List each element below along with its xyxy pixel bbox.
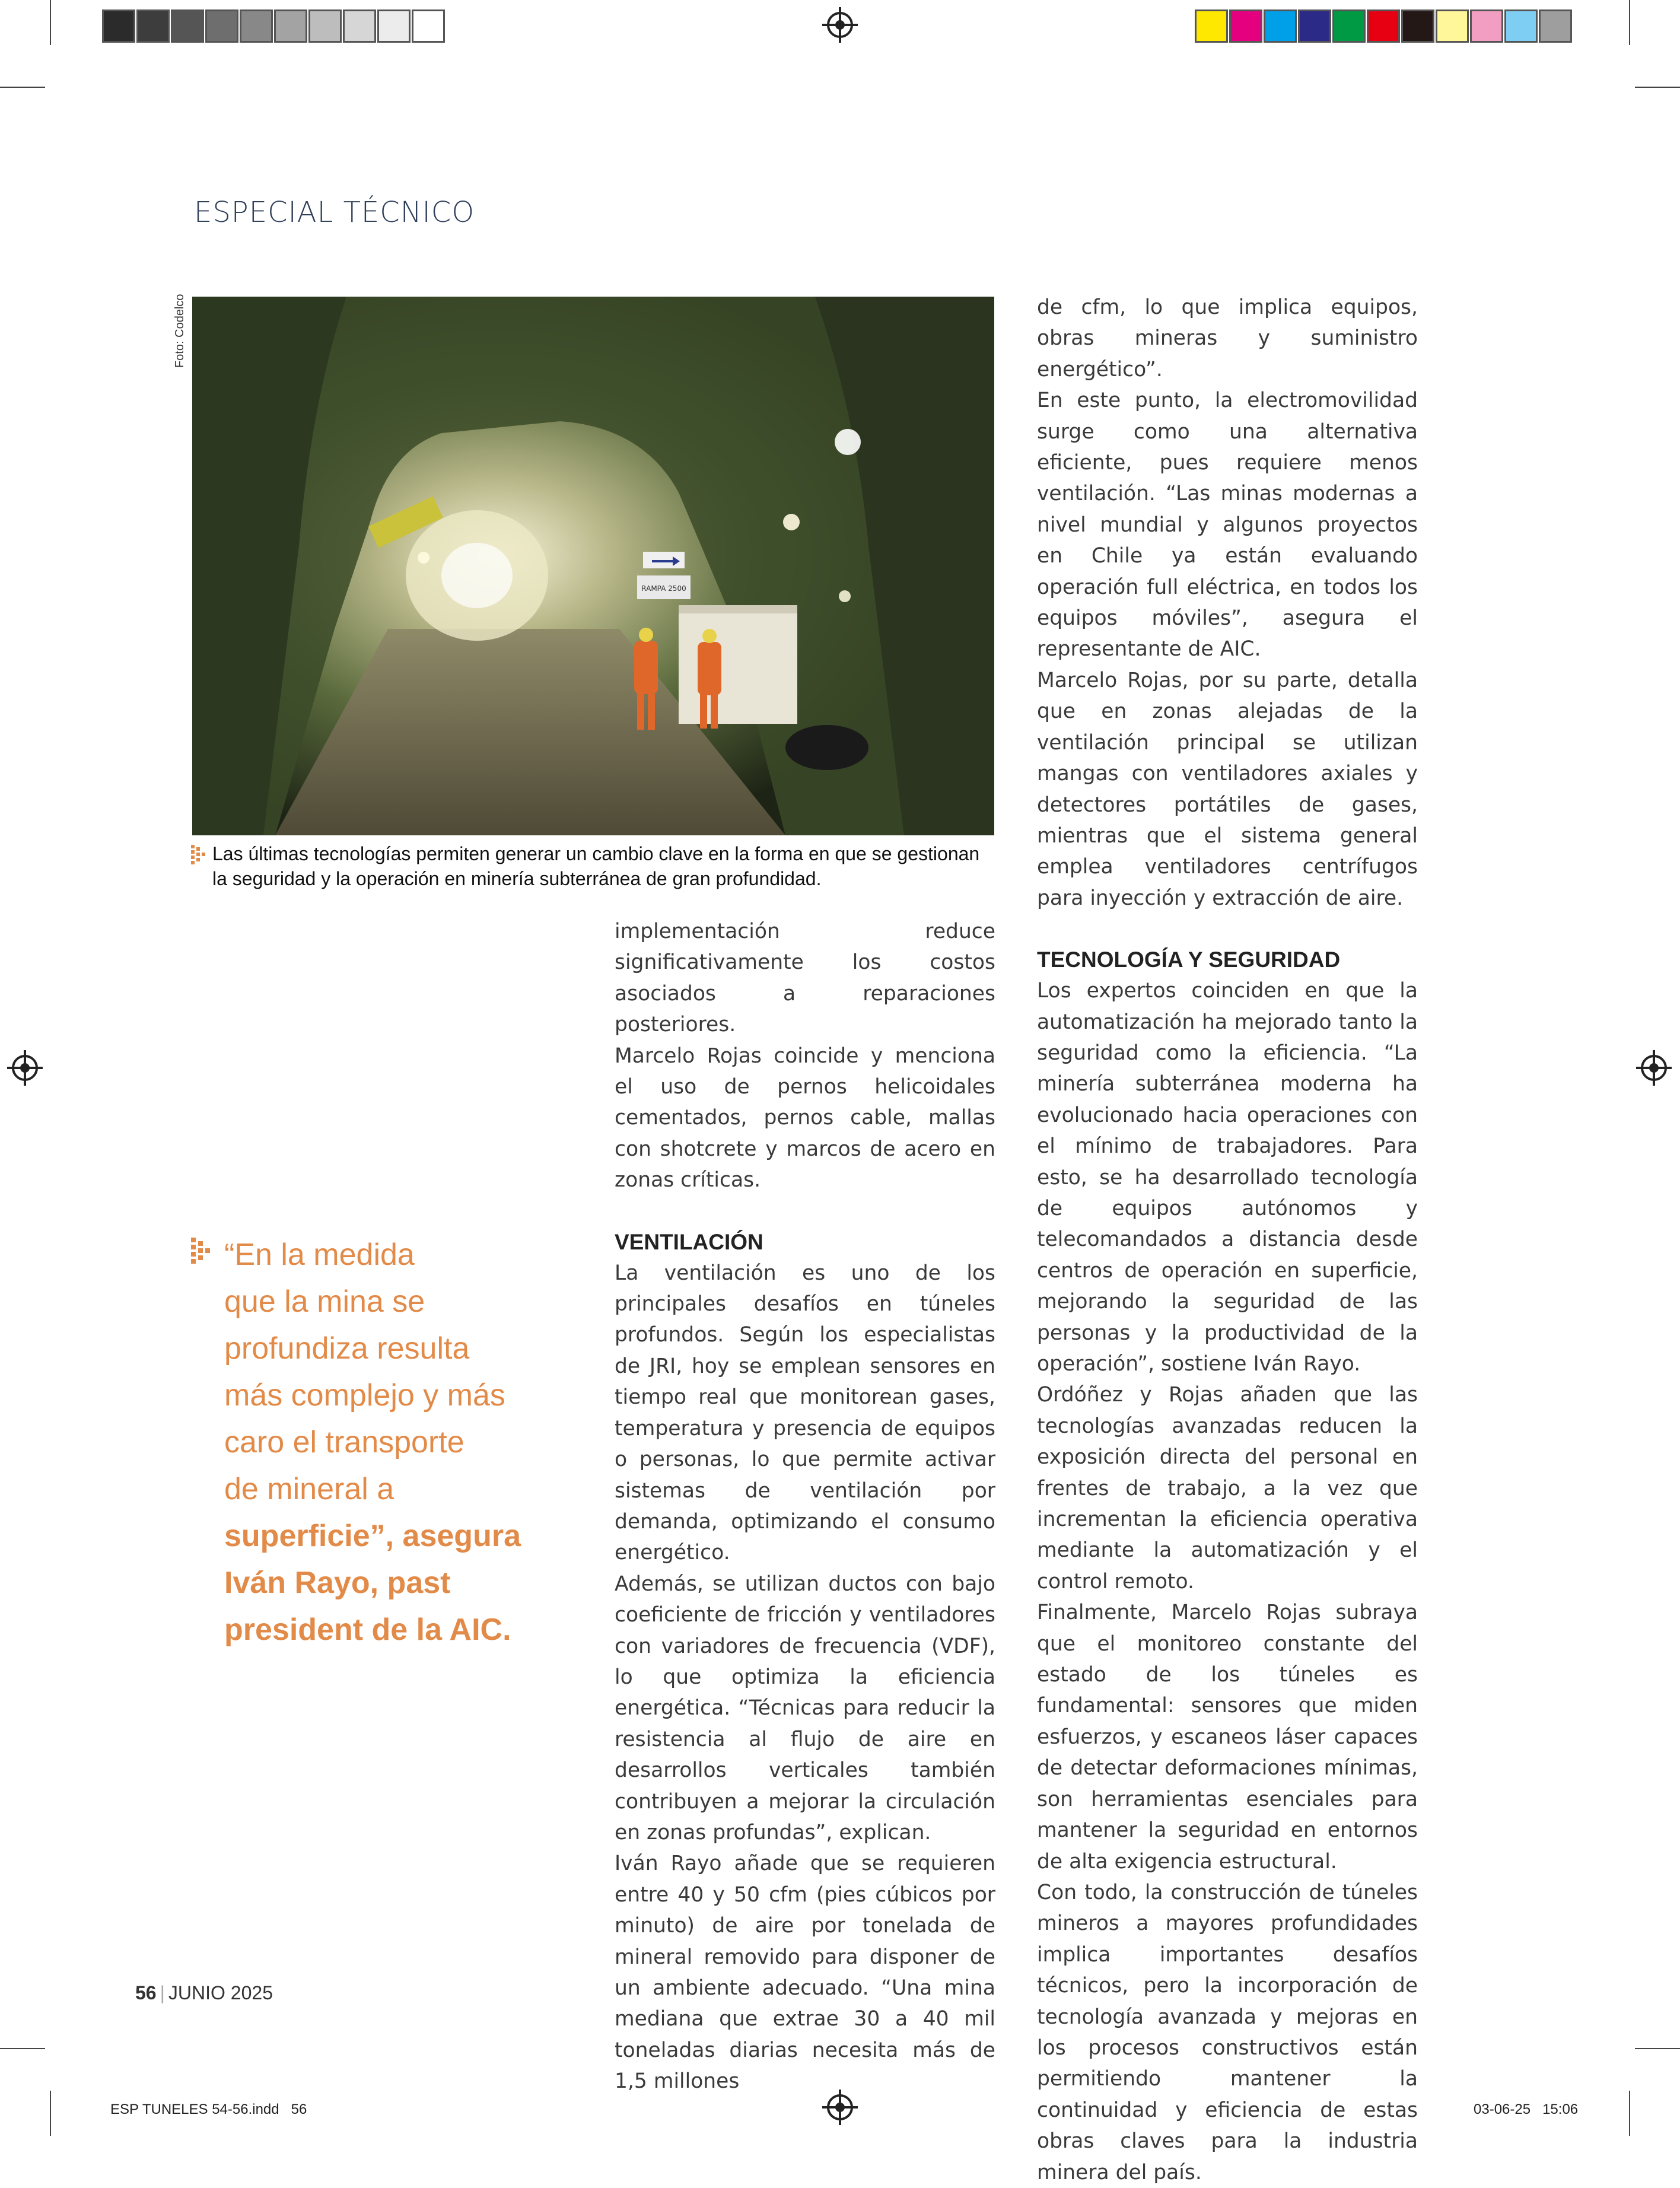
gray-swatch — [412, 9, 445, 43]
gray-swatch — [377, 9, 411, 43]
pull-quote-attribution-line: president de la AIC. — [224, 1613, 511, 1647]
subheading-ventilacion: VENTILACIÓN — [615, 1229, 763, 1254]
gray-swatch — [136, 9, 170, 43]
pull-quote-line: profundiza resulta — [224, 1331, 470, 1366]
article-column-1 — [615, 916, 995, 2097]
print-slug-date: 03-06-25 15:06 — [1474, 2101, 1579, 2117]
footer-separator: | — [160, 1982, 165, 2003]
color-swatch — [1367, 9, 1400, 43]
mine-tunnel-photo — [192, 297, 994, 835]
crop-mark — [1635, 2048, 1680, 2049]
subheading-tecnologia-seguridad: TECNOLOGÍA Y SEGURIDAD — [1037, 947, 1341, 972]
color-swatch — [1195, 9, 1228, 43]
pull-quote — [224, 1232, 556, 1653]
section-title: ESPECIAL TÉCNICO — [194, 196, 475, 229]
mine-tunnel-illustration — [192, 297, 994, 835]
registration-mark-right — [1641, 1055, 1667, 1081]
page-footer — [135, 1982, 273, 2004]
paragraph: Además, se utilizan ductos con bajo coeficiente de fricción y ventiladores con variadores de frecuencia (VDF), lo que optimiza la eficiencia energética. “Técnicas para reducir la resistencia al flujo de aire en desarrollos verticales también contribuyen a mejorar la circulación en zonas profundas”, explican. — [615, 1572, 995, 1844]
color-swatch — [1401, 9, 1434, 43]
gray-swatch — [308, 9, 342, 43]
article-column-2 — [1037, 292, 1418, 2188]
crop-mark — [0, 87, 45, 88]
pull-quote-line: “En la medida — [224, 1238, 415, 1272]
pull-quote-attribution-line: Iván Rayo, past — [224, 1566, 451, 1600]
grayscale-color-bar — [102, 9, 446, 43]
paragraph: Con todo, la construcción de túneles mineros a mayores profundidades implica importantes desafíos técnicos, pero la incorporación de tecnología avanzada y mejoras en los procesos constructivos están permitiendo mantener la continuidad y eficiencia de estas obras claves para la industria minera del país. — [1037, 1880, 1418, 2184]
pull-quote-bullet-icon — [191, 1238, 214, 1265]
paragraph: implementación reduce significativamente los costos asociados a reparaciones posteriores. — [615, 920, 995, 1037]
paragraph: Iván Rayo añade que se requieren entre 40 y 50 cfm (pies cúbicos por minuto) de aire por tonelada de mineral removido para disponer de un ambiente adecuado. “Una mina mediana que extrae 30 a 40 mil toneladas diarias necesita más de 1,5 millones — [615, 1852, 995, 2094]
tunnel-sign-text: RAMPA 2500 — [641, 584, 686, 593]
color-swatch — [1436, 9, 1469, 43]
crop-mark — [1635, 87, 1680, 88]
crop-mark — [50, 2091, 51, 2136]
paragraph: La ventilación es uno de los principales desafíos en túneles profundos. Según los especialistas de JRI, hoy se emplean sensores en tiempo real que monitorean gases, temperatura y presencia de equipos o personas, lo que permite activar sistemas de ventilación por demanda, optimizando el consumo energético. — [615, 1261, 995, 1565]
paragraph: En este punto, la electromovilidad surge como una alternativa eficiente, pues requiere menos ventilación. “Las minas modernas a nivel mundial y algunos proyectos en Chile ya están evaluando operación full eléctrica, en todos los equipos móviles”, asegura el representante de AIC. — [1037, 389, 1418, 662]
color-swatch — [1229, 9, 1262, 43]
color-swatch — [1539, 9, 1572, 43]
gray-swatch — [102, 9, 135, 43]
registration-mark-bottom — [827, 2094, 853, 2120]
gray-swatch — [171, 9, 204, 43]
caption-line: Las últimas tecnologías permiten generar un cambio clave en la forma en que se gestionan — [212, 843, 980, 864]
paragraph: Los expertos coinciden en que la automatización ha mejorado tanto la seguridad como la eficiencia. “La minería subterránea moderna ha evolucionado hacia operaciones con el mínimo de trabajadores. Para esto, se ha desarrollado tecnología de equipos autónomos y telecomandados a distancia desde centros de operación en superficie, mejorando la seguridad de las personas y la productividad de la operación”, sostiene Iván Rayo. — [1037, 979, 1418, 1376]
paragraph: Marcelo Rojas coincide y menciona el uso de pernos helicoidales cementados, pernos cable, mallas con shotcrete y marcos de acero en zonas críticas. — [615, 1044, 995, 1192]
color-swatch — [1504, 9, 1538, 43]
gray-swatch — [205, 9, 238, 43]
color-swatch — [1470, 9, 1503, 43]
pull-quote-attribution-line: superficie”, asegura — [224, 1519, 521, 1553]
pull-quote-line: caro el transporte — [224, 1425, 464, 1459]
paragraph: Finalmente, Marcelo Rojas subraya que el monitoreo constante del estado de los túneles es fundamental: sensores que miden esfuerzos, y escaneos láser capaces de detectar deformaciones mínimas, son herramientas esenciales para mantener la seguridad en entornos de alta exigencia estructural. — [1037, 1601, 1418, 1874]
caption-bullet-icon — [191, 845, 209, 865]
print-slug-file: ESP TUNELES 54-56.indd 56 — [110, 2101, 307, 2117]
photo-caption — [212, 841, 1001, 891]
paragraph: Ordóñez y Rojas añaden que las tecnologías avanzadas reducen la exposición directa del personal en frentes de trabajo, a la vez que incrementan la eficiencia operativa mediante la automatización y el control remoto. — [1037, 1383, 1418, 1594]
issue-date: JUNIO 2025 — [168, 1982, 273, 2003]
registration-mark-top — [827, 12, 853, 38]
crop-mark — [0, 2048, 45, 2049]
gray-swatch — [274, 9, 307, 43]
color-swatch — [1332, 9, 1366, 43]
gray-swatch — [240, 9, 273, 43]
caption-line: la seguridad y la operación en minería subterránea de gran profundidad. — [212, 868, 822, 889]
registration-mark-left — [12, 1055, 38, 1081]
pull-quote-line: de mineral a — [224, 1472, 394, 1506]
crop-mark — [1629, 2091, 1630, 2136]
crop-mark — [1629, 0, 1630, 45]
color-swatch — [1264, 9, 1297, 43]
process-color-bar — [1195, 9, 1573, 43]
color-swatch — [1298, 9, 1331, 43]
gray-swatch — [343, 9, 376, 43]
pull-quote-line: más complejo y más — [224, 1378, 505, 1413]
paragraph: Marcelo Rojas, por su parte, detalla que en zonas alejadas de la ventilación principal se utilizan mangas con ventiladores axiales y detectores portátiles de gases, mientras que el sistema general emplea ventiladores centrífugos para inyección y extracción de aire. — [1037, 668, 1418, 910]
pull-quote-line: que la mina se — [224, 1284, 425, 1319]
page-number: 56 — [135, 1982, 157, 2003]
paragraph: de cfm, lo que implica equipos, obras mineras y suministro energético”. — [1037, 295, 1418, 381]
photo-credit: Foto: Codelco — [173, 294, 186, 368]
crop-mark — [50, 0, 51, 45]
